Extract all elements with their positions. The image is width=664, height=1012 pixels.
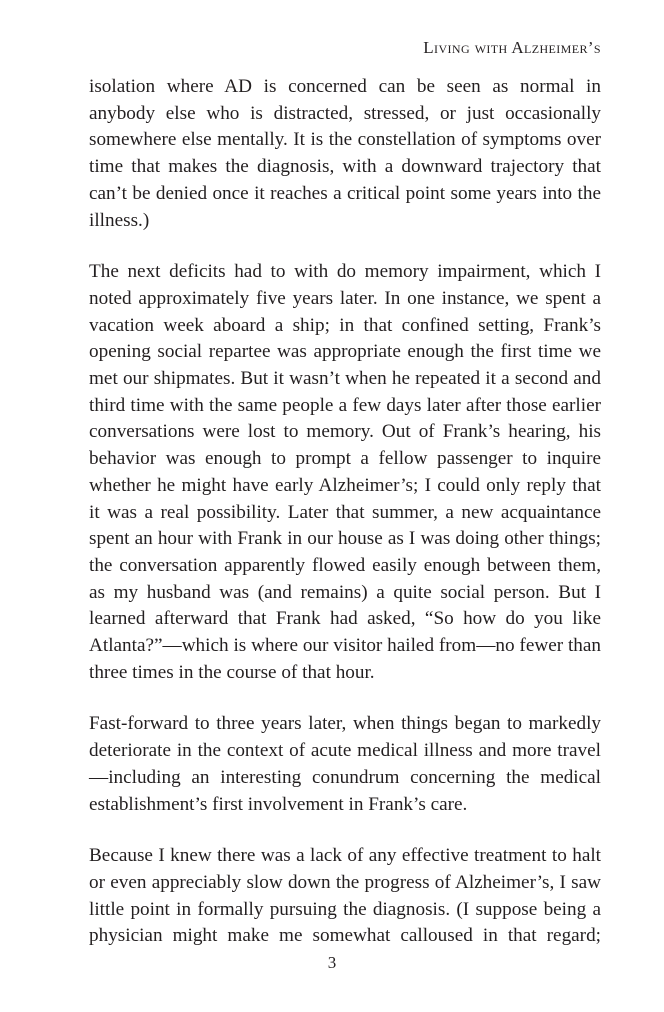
paragraph-3: Fast-forward to three years later, when things began to markedly deteriorate in the context of acute medical illness and more travel—including an interesting conundrum concerning the medical establishment’s first involvement in Frank’s care.	[89, 713, 601, 815]
paragraph-4: Because I knew there was a lack of any effective treatment to halt or even appreciably slow down the progress of Alzheimer’s, I saw little point in formally pursuing the diagnosis. (I suppose being a physician might make me somewhat calloused in that regard;	[89, 845, 601, 947]
paragraph-2: The next deficits had to with do memory impairment, which I noted approximately five years later. In one instance, we spent a vacation week aboard a ship; in that confined setting, Frank’s opening social repartee was appropriate enough the first time we met our shipmates. But it wasn’t when he repeated it a second and third time with the same people a few days later after those earlier conversations were lost to memory. Out of Frank’s hearing, his behavior was enough to prompt a fellow passenger to inquire whether he might have early Alzheimer’s; I could only reply that it was a real possibility. Later that summer, a new acquaintance spent an hour with Frank in our house as I was doing other things; the conversation apparently flowed easily enough between them, as my husband was (and remains) a quite social person. But I learned afterward that Frank had asked, “So how do you like Atlanta?”—which is where our visitor hailed from—no fewer than three times in the course of that hour.	[89, 261, 601, 683]
page-number: 3	[327, 953, 337, 972]
running-head: Living with Alzheimer’s	[423, 38, 601, 57]
paragraph-1: isolation where AD is concerned can be seen as normal in anybody else who is distracted, stressed, or just occasionally somewhere else mentally. It is the constellation of symptoms over time that makes the diagnosis, with a downward trajectory that can’t be denied once it reaches a critical point some years into the illness.)	[89, 76, 601, 231]
body-text	[89, 74, 601, 975]
